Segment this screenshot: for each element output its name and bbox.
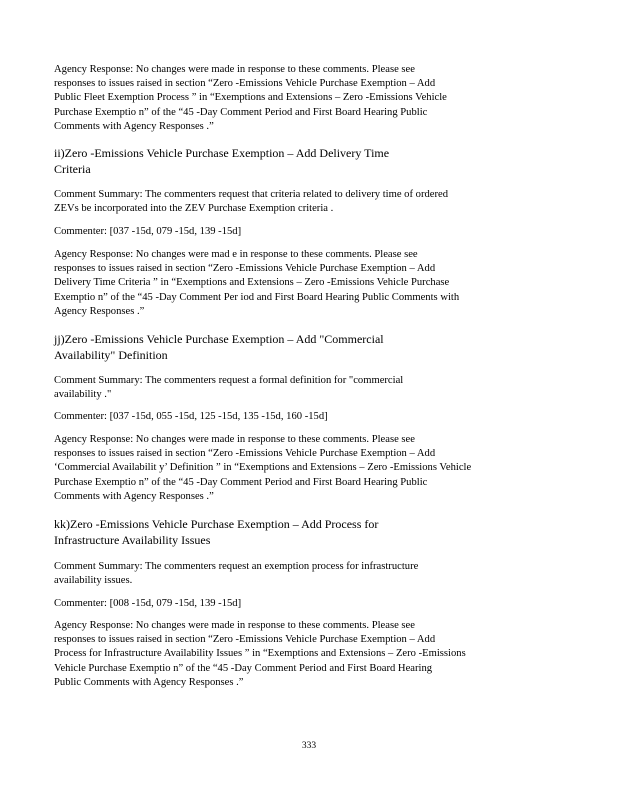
agency-response-paragraph: Agency Response: No changes were mad e in response to these comments. Please see responses to issues raised in section “Zero -Emissions Vehicle Purchase Exemption – Add Delivery Time Criteria ” in “Exemptions and Extensions – Zero -Emissions Vehicle Purchase Exemptio n” of the “45 -Day Comment Per iod and First Board Hearing Public Comments with Agency Responses .” (54, 249, 460, 317)
commenter-line: Commenter: [037 -15d, 079 -15d, 139 -15d] (54, 226, 242, 237)
comment-summary-paragraph: Comment Summary: The commenters request an exemption process for infrastructure availability issues. (54, 561, 419, 587)
commenter-line: Commenter: [037 -15d, 055 -15d, 125 -15d, 135 -15d, 160 -15d] (54, 411, 328, 422)
comment-summary-paragraph: Comment Summary: The commenters request a formal definition for "commercial availability ." (54, 375, 404, 401)
section-heading-kk: kk)Zero -Emissions Vehicle Purchase Exemption – Add Process for Infrastructure Availability Issues (54, 517, 379, 547)
agency-response-paragraph: Agency Response: No changes were made in response to these comments. Please see responses to issues raised in section “Zero -Emissions Vehicle Purchase Exemption – Add Process for Infrastructure Availability Issues ” in “Exemptions and Extensions – Zero -Emissions Vehicle Purchase Exemptio n” of the “45 -Day Comment Period and First Board Hearing Public Comments with Agency Responses .” (54, 620, 466, 688)
agency-response-paragraph: Agency Response: No changes were made in response to these comments. Please see responses to issues raised in section “Zero -Emissions Vehicle Purchase Exemption – Add ‘Commercial Availabilit y’ Definition ” in “Exemptions and Extensions – Zero -Emissions Vehicle Purchase Exemptio n” of the “45 -Day Comment Period and First Board Hearing Public Comments with Agency Responses .” (54, 434, 472, 502)
section-heading-ii: ii)Zero -Emissions Vehicle Purchase Exemption – Add Delivery Time Criteria (54, 146, 390, 176)
section-heading-jj: jj)Zero -Emissions Vehicle Purchase Exemption – Add "Commercial Availability" Definition (54, 332, 384, 362)
commenter-line: Commenter: [008 -15d, 079 -15d, 139 -15d] (54, 598, 242, 609)
comment-summary-paragraph: Comment Summary: The commenters request that criteria related to delivery time of ordered ZEVs be incorporated into the ZEV Purchase Exemption criteria . (54, 189, 448, 215)
page-number: 333 (301, 741, 317, 751)
agency-response-paragraph: Agency Response: No changes were made in response to these comments. Please see responses to issues raised in section “Zero -Emissions Vehicle Purchase Exemption – Add Public Fleet Exemption Process ” in “Exemptions and Extensions – Zero -Emissions Vehicle Purchase Exemptio n” of the “45 -Day Comment Period and First Board Hearing Public Comments with Agency Responses .” (54, 64, 447, 132)
